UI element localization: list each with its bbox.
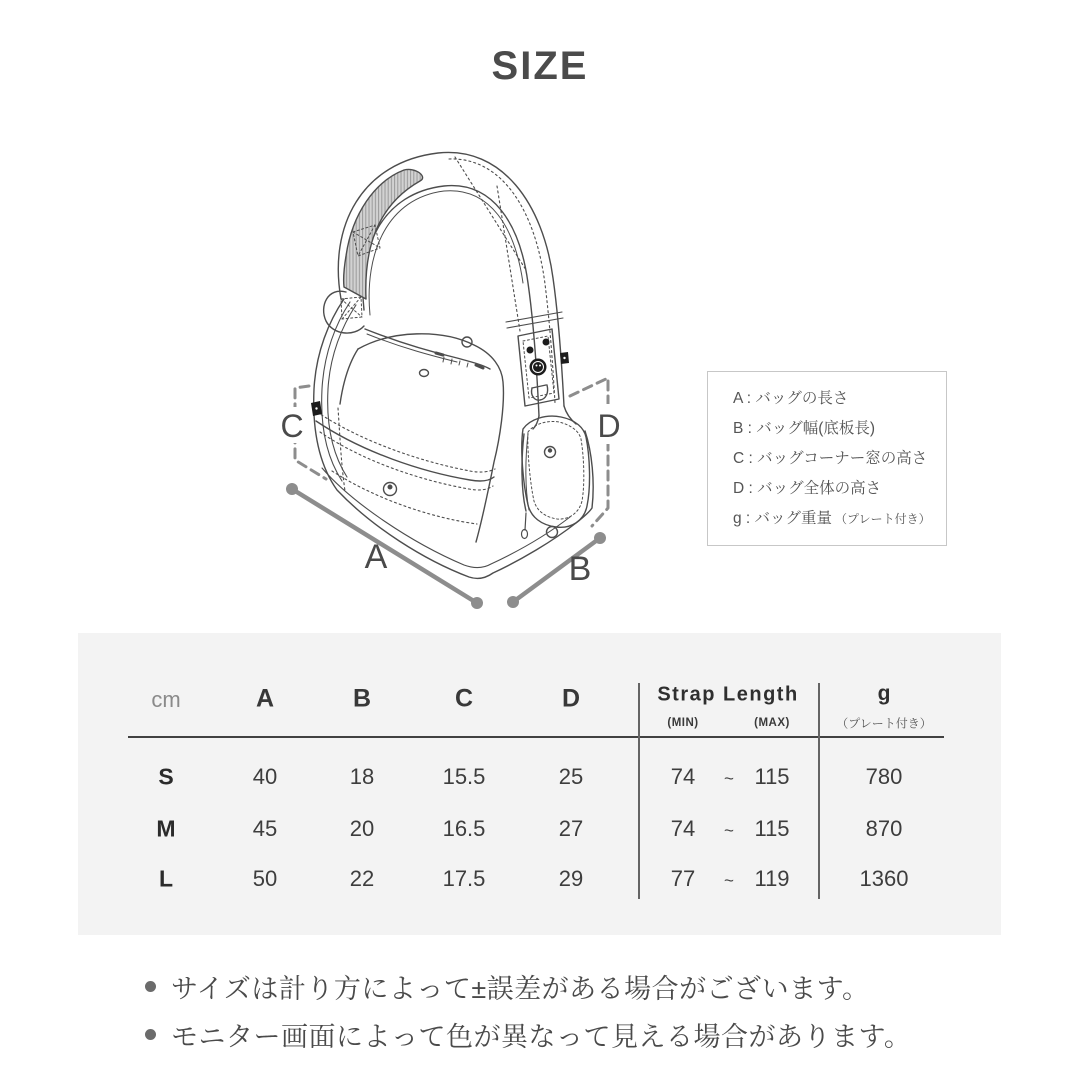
row-s-strap-min: 74 [670,764,696,789]
legend-item-c [733,444,946,474]
row-s-d: 25 [558,764,584,789]
row-m-tilde: ~ [724,821,734,840]
row-m-strap-min: 74 [670,816,696,841]
legend-item-g-text: g : バッグ重量 [733,510,833,527]
legend-item-a-text: A : バッグの長さ [733,390,849,407]
legend-item-d [733,474,946,504]
row-s-weight: 780 [865,764,903,789]
legend-box [707,371,947,546]
col-header-weight: g [877,682,891,705]
strap-max-subheader: (MAX) [754,717,790,729]
row-l-strap-min: 77 [670,866,696,891]
legend-item-b-text: B : バッグ幅(底板長) [733,420,876,437]
dim-bracket-d [570,378,608,526]
bag-diagram [150,130,690,640]
divider-strap-left [638,683,640,899]
row-s-a: 40 [252,764,278,789]
row-m-d: 27 [558,816,584,841]
note-size-tolerance [145,970,870,1002]
header-underline [128,736,944,738]
note-size-tolerance-text: サイズは計り方によって±誤差がある場合がございます。 [171,973,870,1004]
row-l-b: 22 [349,866,375,891]
divider-strap-right [818,683,820,899]
note-color-difference-text: モニター画面によって色が異なって見える場合があります。 [171,1021,912,1052]
dimension-annotations [279,378,624,609]
row-m-weight: 870 [865,816,903,841]
row-l-label: L [158,865,174,892]
weight-subheader-note: （プレート付き） [836,716,932,731]
bullet-icon [145,981,156,992]
page-title: SIZE [491,44,589,88]
row-s-tilde: ~ [724,769,734,788]
bag-line-art [311,152,593,578]
row-m-a: 45 [252,816,278,841]
row-s-b: 18 [349,764,375,789]
bullet-icon [145,1029,156,1040]
strap-min-subheader: (MIN) [667,717,699,729]
note-color-difference [145,1018,911,1050]
legend-item-a [733,384,946,414]
row-l-c: 17.5 [442,866,486,891]
dim-label-c: C [280,408,304,444]
row-l-strap-max: 119 [754,866,790,891]
size-table [78,633,1001,935]
legend-item-g [733,504,946,534]
col-header-c: C [454,684,474,713]
dim-label-d: D [597,408,621,444]
row-l-d: 29 [558,866,584,891]
dim-label-b: B [568,550,592,588]
legend-item-b [733,414,946,444]
logo-button [530,359,547,376]
d-ring [532,385,548,400]
col-header-d: D [561,684,581,713]
row-l-tilde: ~ [724,871,734,890]
row-m-b: 20 [349,816,375,841]
row-l-a: 50 [252,866,278,891]
legend-item-d-text: D : バッグ全体の高さ [733,480,882,497]
row-m-c: 16.5 [442,816,486,841]
row-s-c: 15.5 [442,764,486,789]
col-header-strap-length: Strap Length [657,683,799,706]
legend-item-c-text: C : バッグコーナー窓の高さ [733,450,928,467]
row-s-strap-max: 115 [754,764,790,789]
row-s-label: S [158,763,174,790]
legend-item-g-note: （プレート付き） [835,512,931,526]
row-l-weight: 1360 [859,866,909,891]
col-header-a: A [255,684,275,713]
row-m-strap-max: 115 [754,816,790,841]
row-m-label: M [156,815,176,842]
col-header-b: B [352,684,372,713]
table-unit-header: cm [151,687,181,712]
dim-label-a: A [364,538,388,576]
